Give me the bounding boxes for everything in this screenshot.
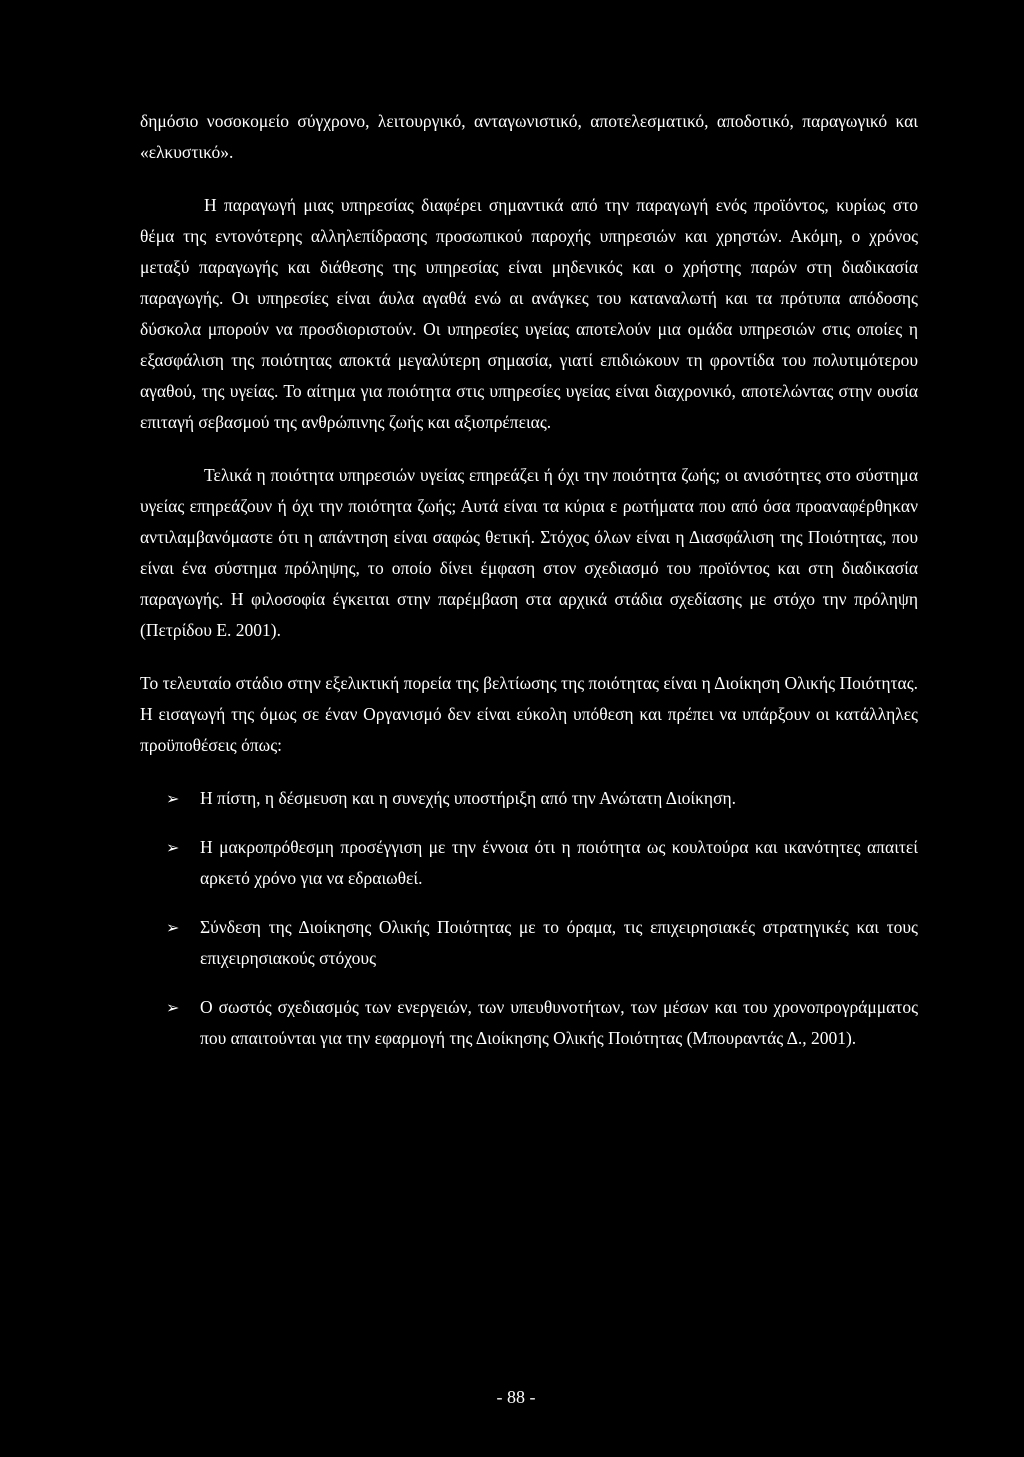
list-item-text: Η πίστη, η δέσμευση και η συνεχής υποστήριξη από την Ανώτατη Διοίκηση. xyxy=(200,788,737,808)
arrow-bullet-icon: ➢ xyxy=(166,918,180,937)
list-item xyxy=(140,783,918,814)
prerequisites-list xyxy=(140,783,918,1054)
document-body xyxy=(140,106,918,1072)
list-item-text: Ο σωστός σχεδιασμός των ενεργειών, των υπευθυνοτήτων, των μέσων και του χρονοπρογράμματος που απαιτούνται για την εφαρμογή της Διοίκησης Ολικής Ποιότητας (Μπουραντάς Δ., 2001). xyxy=(200,997,918,1048)
paragraph-quality-of-life: Τελικά η ποιότητα υπηρεσιών υγείας επηρεάζει ή όχι την ποιότητα ζωής; οι ανισότητες στο σύστημα υγείας επηρεάζουν ή όχι την ποιότητα ζωής; Αυτά είναι τα κύρια ε ρωτήματα που από όσα προαναφέρθηκαν αντιλαμβανόμαστε ότι η απάντηση είναι σαφώς θετική. Στόχος όλων είναι η Διασφάλιση της Ποιότητας, που είναι ένα σύστημα πρόληψης, το οποίο δίνει έμφαση στον σχεδιασμό του προϊόντος και στη διαδικασία παραγωγής. Η φιλοσοφία έγκειται στην παρέμβαση στα αρχικά στάδια σχεδίασης με στόχο την πρόληψη (Πετρίδου Ε. 2001). xyxy=(140,465,918,640)
paragraph-total-quality-management: Το τελευταίο στάδιο στην εξελικτική πορεία της βελτίωσης της ποιότητας είναι η Διοίκηση Ολικής Ποιότητας. Η εισαγωγή της όμως σε έναν Οργανισμό δεν είναι εύκολη υπόθεση και πρέπει να υπάρξουν οι κατάλληλες προϋποθέσεις όπως: xyxy=(140,673,918,755)
list-item xyxy=(140,912,918,974)
list-item-text: Η μακροπρόθεσμη προσέγγιση με την έννοια ότι η ποιότητα ως κουλτούρα και ικανότητες απαιτεί αρκετό χρόνο για να εδραιωθεί. xyxy=(200,837,918,888)
arrow-bullet-icon: ➢ xyxy=(166,789,180,808)
list-item xyxy=(140,992,918,1054)
page-number: - 88 - xyxy=(496,1387,536,1407)
arrow-bullet-icon: ➢ xyxy=(166,998,180,1017)
list-item-text: Σύνδεση της Διοίκησης Ολικής Ποιότητας με το όραμα, τις επιχειρησιακές στρατηγικές και τους επιχειρησιακούς στόχους xyxy=(200,917,918,968)
paragraph-service-production: Η παραγωγή μιας υπηρεσίας διαφέρει σημαντικά από την παραγωγή ενός προϊόντος, κυρίως στο θέμα της εντονότερης αλληλεπίδρασης προσωπικού παροχής υπηρεσιών και χρηστών. Ακόμη, ο χρόνος μεταξύ παραγωγής και διάθεσης της υπηρεσίας είναι μηδενικός και ο χρήστης παρών στη διαδικασία παραγωγής. Οι υπηρεσίες είναι άυλα αγαθά ενώ αι ανάγκες του καταναλωτή και τα πρότυπα απόδοσης δύσκολα μπορούν να προσδιοριστούν. Οι υπηρεσίες υγείας αποτελούν μια ομάδα υπηρεσιών στις οποίες η εξασφάλιση της ποιότητας αποκτά μεγαλύτερη σημασία, γιατί επιδιώκουν τη φροντίδα του πολυτιμότερου αγαθού, της υγείας. Το αίτημα για ποιότητα στις υπηρεσίες υγείας είναι διαχρονικό, αποτελώντας στην ουσία επιταγή σεβασμού της ανθρώπινης ζωής και αξιοπρέπειας. xyxy=(140,195,918,432)
paragraph-continuation: δημόσιο νοσοκομείο σύγχρονο, λειτουργικό, ανταγωνιστικό, αποτελεσματικό, αποδοτικό, παραγωγικό και «ελκυστικό». xyxy=(140,111,918,162)
arrow-bullet-icon: ➢ xyxy=(166,838,180,857)
list-item xyxy=(140,832,918,894)
